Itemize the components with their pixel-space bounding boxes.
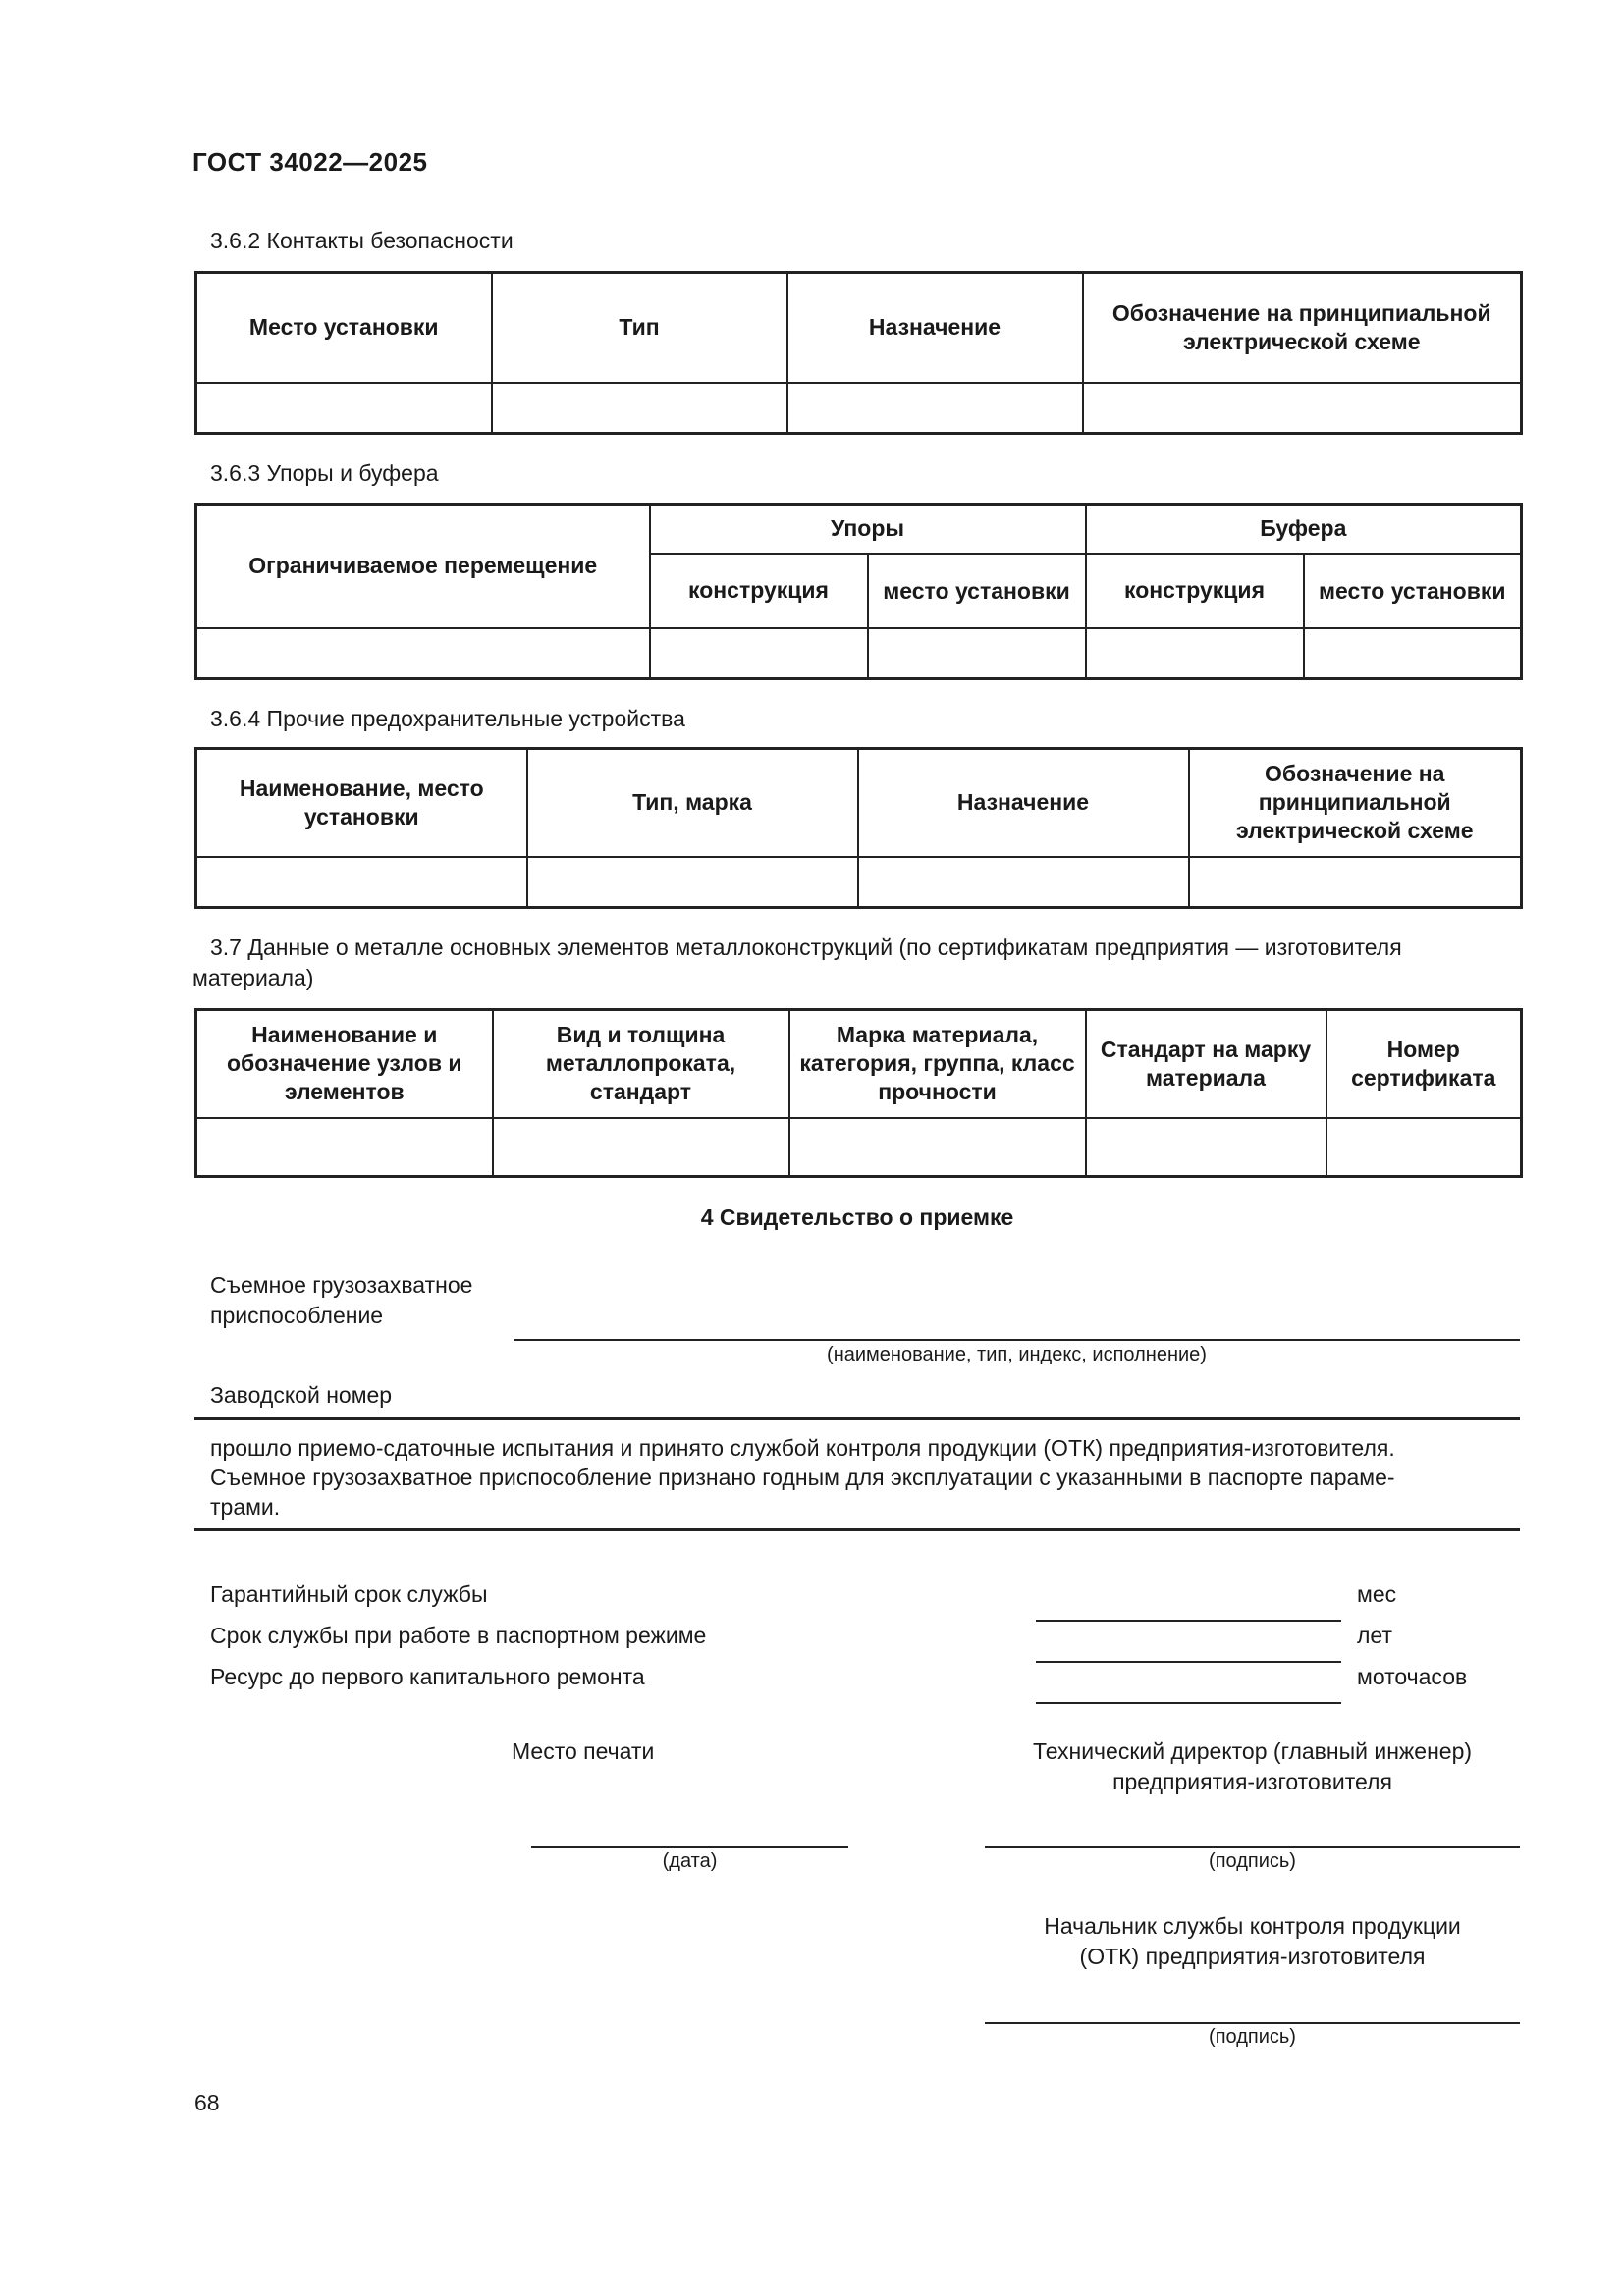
table-header-row xyxy=(196,749,1522,857)
metal-data-table xyxy=(194,1008,1523,1178)
device-label-line1: Съемное грузозахватное xyxy=(210,1272,473,1298)
director-title-line1: Технический директор (главный инженер) xyxy=(1032,1738,1473,1764)
table-cell[interactable] xyxy=(196,857,527,908)
section-3-7-heading-line1: 3.7 Данные о металле основных элементов металлоконструкций (по сертификатам предприятия — изготовителя xyxy=(210,934,1402,960)
table-cell[interactable] xyxy=(1083,383,1522,434)
device-label-line2: приспособление xyxy=(210,1303,384,1328)
acceptance-text-line2: Съемное грузозахватное приспособление признано годным для эксплуатации с указанными в паспорте параме- xyxy=(210,1465,1395,1490)
acceptance-text-line1: прошло приемо-сдаточные испытания и принято службой контроля продукции (ОТК) предприятия-изготовителя. xyxy=(210,1435,1395,1461)
device-name-field[interactable] xyxy=(514,1339,1520,1341)
table-cell[interactable] xyxy=(1304,628,1522,679)
section-3-6-2-heading: 3.6.2 Контакты безопасности xyxy=(210,228,514,253)
otk-signature-field[interactable] xyxy=(985,2022,1520,2024)
table-row xyxy=(196,383,1522,434)
otk-title-line1: Начальник службы контроля продукции xyxy=(1044,1913,1461,1939)
column-header: Марка материала, категория, группа, класс прочности xyxy=(789,1010,1086,1118)
section-3-6-4-heading: 3.6.4 Прочие предохранительные устройства xyxy=(210,706,685,731)
safety-contacts-table xyxy=(194,271,1523,435)
service-life-field[interactable] xyxy=(1036,1661,1341,1663)
column-header: Наименование, место установки xyxy=(196,749,527,857)
table-row xyxy=(196,857,1522,908)
column-subheader: конструкция xyxy=(650,554,868,628)
resource-field[interactable] xyxy=(1036,1702,1341,1704)
service-life-label: Срок службы при работе в паспортном режиме xyxy=(210,1623,707,1648)
page-number: 68 xyxy=(194,2090,220,2115)
table-cell[interactable] xyxy=(492,383,787,434)
serial-label: Заводской номер xyxy=(210,1382,393,1408)
table-cell[interactable] xyxy=(858,857,1189,908)
section-4-title: 4 Свидетельство о приемке xyxy=(700,1204,1014,1230)
other-safety-devices-table xyxy=(194,747,1523,909)
column-header: Наименование и обозначение узлов и элементов xyxy=(196,1010,493,1118)
otk-title-line2: (ОТК) предприятия-изготовителя xyxy=(1079,1944,1426,1969)
column-header: Назначение xyxy=(787,273,1083,383)
director-signature-field[interactable] xyxy=(985,1846,1520,1848)
date-field[interactable] xyxy=(531,1846,848,1848)
date-caption: (дата) xyxy=(662,1850,718,1872)
column-header: Тип, марка xyxy=(527,749,858,857)
table-cell[interactable] xyxy=(868,628,1086,679)
column-header: Назначение xyxy=(858,749,1189,857)
table-header-row xyxy=(196,273,1522,383)
resource-label: Ресурс до первого капитального ремонта xyxy=(210,1664,645,1689)
column-header: Место установки xyxy=(196,273,492,383)
table-row xyxy=(196,1118,1522,1177)
table-cell[interactable] xyxy=(1086,1118,1326,1177)
acceptance-underline xyxy=(194,1528,1520,1531)
resource-unit: моточасов xyxy=(1357,1664,1468,1689)
table-cell[interactable] xyxy=(650,628,868,679)
column-header: Обозначение на принципиальной электрической схеме xyxy=(1083,273,1522,383)
warranty-label: Гарантийный срок службы xyxy=(210,1581,488,1607)
table-cell[interactable] xyxy=(1086,628,1304,679)
table-cell[interactable] xyxy=(196,383,492,434)
table-cell[interactable] xyxy=(1189,857,1522,908)
table-cell[interactable] xyxy=(196,1118,493,1177)
column-header: Обозначение на принципиальной электрической схеме xyxy=(1189,749,1522,857)
warranty-field[interactable] xyxy=(1036,1620,1341,1622)
warranty-unit: мес xyxy=(1357,1581,1397,1607)
table-cell[interactable] xyxy=(787,383,1083,434)
director-title-line2: предприятия-изготовителя xyxy=(1112,1769,1392,1794)
document-header: ГОСТ 34022—2025 xyxy=(192,147,428,177)
table-cell[interactable] xyxy=(1326,1118,1522,1177)
column-header: Ограничиваемое перемещение xyxy=(196,505,650,628)
serial-number-field[interactable] xyxy=(194,1417,1520,1420)
service-life-unit: лет xyxy=(1357,1623,1392,1648)
column-header: Номер сертификата xyxy=(1326,1010,1522,1118)
column-header: Вид и толщина металлопроката, стандарт xyxy=(493,1010,789,1118)
column-subheader: место установки xyxy=(868,554,1086,628)
column-subheader: место установки xyxy=(1304,554,1522,628)
table-row xyxy=(196,628,1522,679)
column-header: Тип xyxy=(492,273,787,383)
column-group-header: Упоры xyxy=(650,505,1086,554)
table-cell[interactable] xyxy=(493,1118,789,1177)
director-signature-caption: (подпись) xyxy=(1209,1850,1296,1872)
column-subheader: конструкция xyxy=(1086,554,1304,628)
stamp-place-label: Место печати xyxy=(512,1738,655,1764)
otk-signature-caption: (подпись) xyxy=(1209,2026,1296,2048)
column-header: Стандарт на марку материала xyxy=(1086,1010,1326,1118)
section-3-7-heading-line2: материала) xyxy=(192,965,314,990)
table-cell[interactable] xyxy=(789,1118,1086,1177)
table-cell[interactable] xyxy=(527,857,858,908)
column-group-header: Буфера xyxy=(1086,505,1522,554)
section-3-6-3-heading: 3.6.3 Упоры и буфера xyxy=(210,460,439,486)
stops-buffers-table xyxy=(194,503,1523,680)
device-name-caption: (наименование, тип, индекс, исполнение) xyxy=(827,1344,1207,1365)
table-header-row xyxy=(196,505,1522,554)
table-header-row xyxy=(196,1010,1522,1118)
table-cell[interactable] xyxy=(196,628,650,679)
acceptance-text-line3: трами. xyxy=(210,1494,281,1520)
